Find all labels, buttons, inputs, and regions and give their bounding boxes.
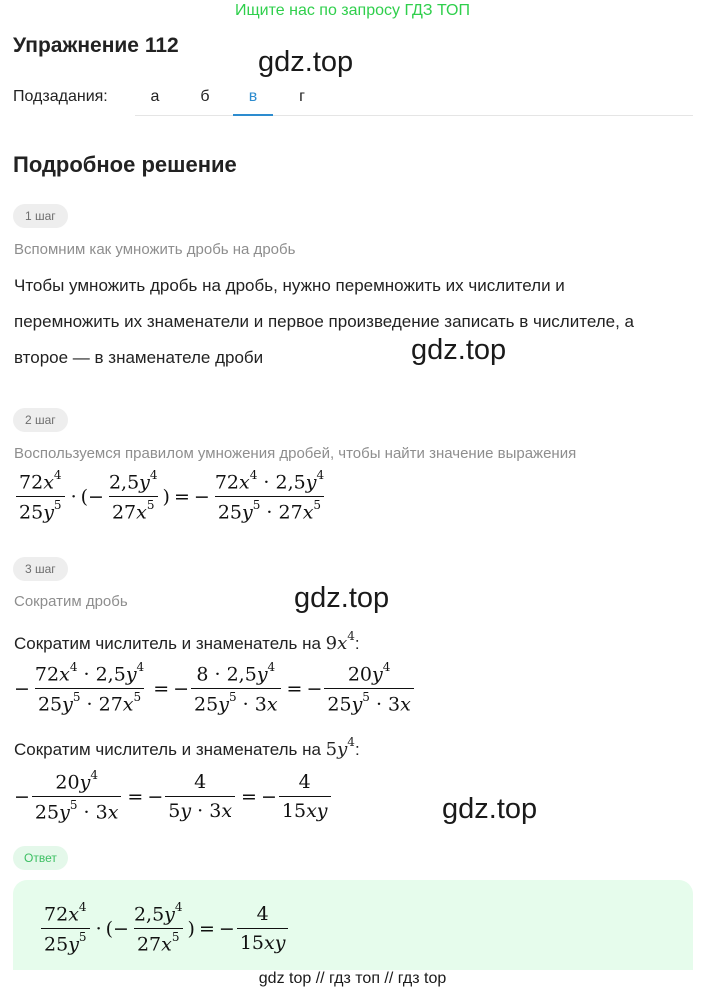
answer-box [13,880,693,970]
top-banner[interactable]: Ищите нас по запросу ГДЗ ТОП [235,2,470,19]
footer-links[interactable]: gdz top // гдз топ // гдз top [258,970,447,987]
reduce-label: Сократим числитель и знаменатель на [14,740,326,759]
step-badge-2: 2 шаг [13,408,68,432]
tab-b[interactable]: б [200,88,210,105]
tab-a[interactable]: а [150,88,160,105]
watermark: gdz.top [411,334,507,366]
watermark: gdz.top [442,793,538,825]
tab-g[interactable]: г [299,88,305,105]
step-text-line: второе — в знаменателе дроби [14,348,264,367]
answer-badge: Ответ [13,846,68,870]
reduce-label: Сократим числитель и знаменатель на [14,634,326,653]
step-hint-2: Воспользуемся правилом умножения дробей, чтобы найти значение выражения [14,445,577,462]
tab-v[interactable]: в [233,86,273,116]
step-badge-3: 3 шаг [13,557,68,581]
subtasks-bar [13,86,693,116]
watermark: gdz.top [258,46,354,78]
page-title: Упражнение 112 [13,34,179,57]
step-text-line: Чтобы умножить дробь на дробь, нужно перемножить их числители и [14,276,565,295]
step-badge-1: 1 шаг [13,204,68,228]
section-title: Подробное решение [13,152,237,177]
step-2-formula: $\frac{72x^4}{25y^5}$ · (− $\frac{2,5y^4}{27x^5}$ ) = − $\frac{72x^4 \cdot 2,5y^4}{25y^5 \cdot 27x^5}$ [14,470,329,524]
step-text-1 [14,268,694,376]
step-text-line: перемножить их знаменатели и первое произведение записать в числителе, а [14,312,634,331]
step-hint-1: Вспомним как умножить дробь на дробь [14,241,296,258]
subtasks-label: Подзадания: [13,88,108,105]
answer-formula: $\frac{72x^4}{25y^5}$ · (− $\frac{2,5y^4}{27x^5}$ ) = − $\frac{4}{15xy}$ [39,902,290,956]
step-3-formula-2: − $\frac{20y^4}{25y^5 \cdot 3x}$ = − $\frac{4}{5y \cdot 3x}$ = − $\frac{4}{15xy}$ [14,770,333,824]
reduce-text-1: Сократим числитель и знаменатель на $9x^4$: [14,629,360,654]
step-3-formula-1: − $\frac{72x^4 \cdot 2,5y^4}{25y^5 \cdot 27x^5}$ = − $\frac{8 \cdot 2,5y^4}{25y^5 \cdot 3x}$ = − $\frac{20y^4}{25y^5 \cdot 3x}$ [14,662,416,716]
watermark: gdz.top [294,582,390,614]
step-hint-3: Сократим дробь [14,593,128,610]
reduce-text-2: Сократим числитель и знаменатель на $5y^4$: [14,735,360,760]
